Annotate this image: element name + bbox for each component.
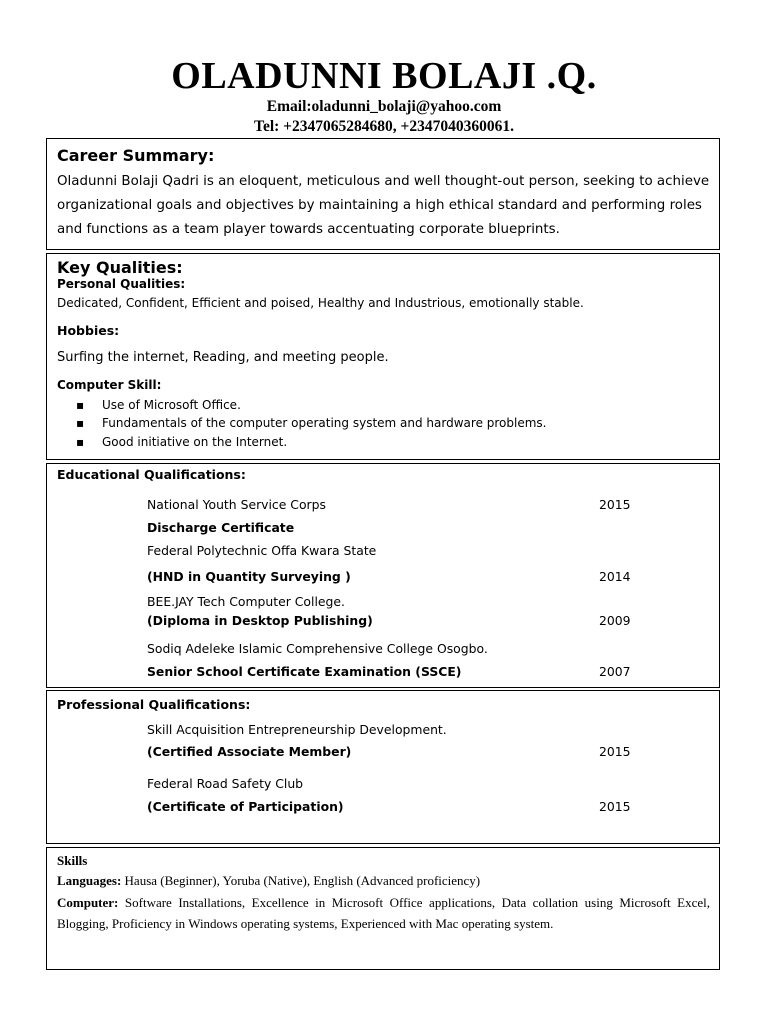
languages-text: Hausa (Beginner), Yoruba (Native), English (Advanced proficiency) <box>121 873 481 888</box>
professional-year: 2015 <box>599 799 631 814</box>
education-year: 2015 <box>599 497 631 512</box>
hobbies-label: Hobbies: <box>57 323 120 338</box>
education-entry: Senior School Certificate Examination (SSCE) <box>147 664 462 679</box>
professional-section <box>46 690 720 844</box>
bullet-icon: ▪ <box>76 416 85 430</box>
education-year: 2009 <box>599 613 631 628</box>
list-item: Use of Microsoft Office. <box>102 398 241 412</box>
computer-text: Software Installations, Excellence in Microsoft Office applications, Data collation using Microsoft Excel, Blogging, Proficiency in Windows operating systems, Experienced with Mac operating system. <box>57 895 710 931</box>
professional-entry: Federal Road Safety Club <box>147 776 304 791</box>
list-item: Fundamentals of the computer operating system and hardware problems. <box>102 416 547 430</box>
education-entry: Sodiq Adeleke Islamic Comprehensive College Osogbo. <box>147 641 488 656</box>
personal-qualities-label: Personal Qualities: <box>57 277 186 291</box>
education-entry: Federal Polytechnic Offa Kwara State <box>147 543 377 558</box>
skills-heading: Skills <box>57 853 88 868</box>
contact-phone: Tel: +2347065284680, +2347040360061. <box>254 118 514 135</box>
education-entry: National Youth Service Corps <box>147 497 326 512</box>
skills-computer <box>57 893 710 934</box>
professional-heading: Professional Qualifications: <box>57 697 251 712</box>
bullet-icon: ▪ <box>76 398 85 412</box>
education-year: 2014 <box>599 569 631 584</box>
professional-entry: (Certificate of Participation) <box>147 799 344 814</box>
personal-qualities-text: Dedicated, Confident, Efficient and poised, Healthy and Industrious, emotionally stable. <box>57 296 584 310</box>
career-summary-line: organizational goals and objectives by maintaining a high ethical standard and performing roles <box>57 198 702 213</box>
education-entry: (HND in Quantity Surveying ) <box>147 569 351 584</box>
computer-label: Computer: <box>57 895 119 910</box>
education-year: 2007 <box>599 664 631 679</box>
education-entry: Discharge Certificate <box>147 520 295 535</box>
professional-year: 2015 <box>599 744 631 759</box>
professional-entry: (Certified Associate Member) <box>147 744 352 759</box>
career-summary-line: and functions as a team player towards accentuating corporate blueprints. <box>57 222 560 237</box>
skills-languages <box>57 873 480 889</box>
languages-label: Languages: <box>57 873 122 888</box>
education-heading: Educational Qualifications: <box>57 467 246 482</box>
list-item: Good initiative on the Internet. <box>102 435 288 449</box>
resume-name: OLADUNNI BOLAJI .Q. <box>171 55 597 97</box>
professional-entry: Skill Acquisition Entrepreneurship Development. <box>147 722 447 737</box>
education-entry: (Diploma in Desktop Publishing) <box>147 613 373 628</box>
career-summary-line: Oladunni Bolaji Qadri is an eloquent, meticulous and well thought-out person, seeking to achieve <box>57 174 710 189</box>
bullet-icon: ▪ <box>76 435 85 449</box>
education-entry: BEE.JAY Tech Computer College. <box>147 594 345 609</box>
hobbies-text: Surfing the internet, Reading, and meeting people. <box>57 350 389 365</box>
career-summary-heading: Career Summary: <box>57 146 215 165</box>
computer-skill-label: Computer Skill: <box>57 378 162 392</box>
contact-email: Email:oladunni_bolaji@yahoo.com <box>266 98 502 115</box>
key-qualities-heading: Key Qualities: <box>57 258 183 277</box>
